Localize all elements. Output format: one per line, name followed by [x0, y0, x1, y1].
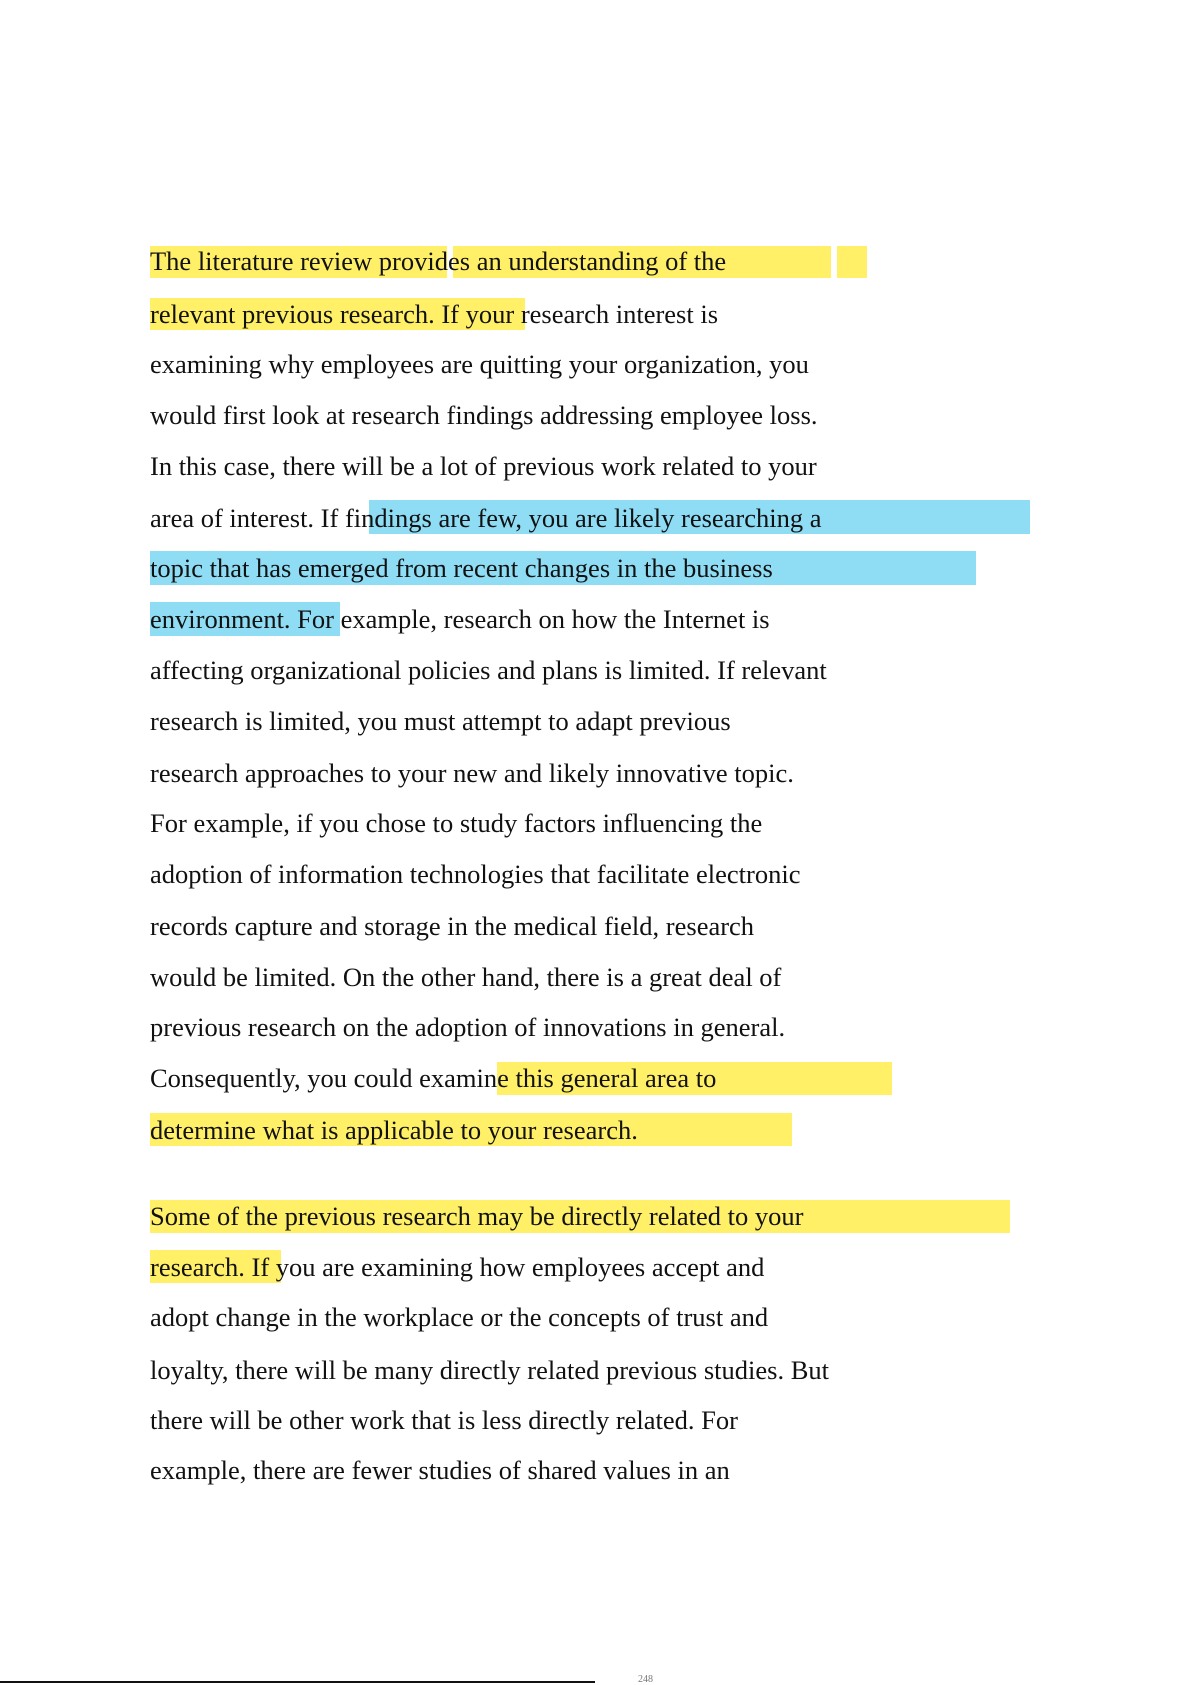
footer-rule	[0, 1681, 595, 1683]
text-line: area of interest. If findings are few, you are likely researching a	[150, 503, 822, 533]
text-line: research approaches to your new and likely innovative topic.	[150, 758, 794, 788]
text-line: would be limited. On the other hand, there is a great deal of	[150, 962, 782, 992]
text-line: previous research on the adoption of innovations in general.	[150, 1012, 786, 1042]
text-line: affecting organizational policies and plans is limited. If relevant	[150, 655, 827, 685]
text-line: research. If you are examining how employees accept and	[150, 1252, 765, 1282]
text-line: records capture and storage in the medical field, research	[150, 911, 755, 941]
text-line: loyalty, there will be many directly related previous studies. But	[150, 1355, 830, 1385]
text-line: research is limited, you must attempt to adapt previous	[150, 706, 731, 736]
text-line: example, there are fewer studies of shared values in an	[150, 1455, 730, 1485]
text-line: In this case, there will be a lot of previous work related to your	[150, 451, 817, 481]
text-line: would first look at research findings addressing employee loss.	[150, 400, 818, 430]
text-line: Consequently, you could examine this general area to	[150, 1063, 717, 1093]
text-line: determine what is applicable to your research.	[150, 1115, 638, 1145]
text-line: The literature review provides an understanding of the	[150, 246, 727, 276]
page-number: 248	[638, 1674, 653, 1685]
text-line: adoption of information technologies that facilitate electronic	[150, 859, 801, 889]
text-line: environment. For example, research on how the Internet is	[150, 604, 770, 634]
text-line: Some of the previous research may be directly related to your	[150, 1201, 804, 1231]
text-line: adopt change in the workplace or the concepts of trust and	[150, 1302, 769, 1332]
text-line: examining why employees are quitting your organization, you	[150, 349, 809, 379]
text-line: For example, if you chose to study factors influencing the	[150, 808, 763, 838]
text-line: there will be other work that is less directly related. For	[150, 1405, 738, 1435]
highlight-yellow	[837, 246, 867, 278]
text-line: relevant previous research. If your research interest is	[150, 299, 719, 329]
text-line: topic that has emerged from recent changes in the business	[150, 553, 773, 583]
